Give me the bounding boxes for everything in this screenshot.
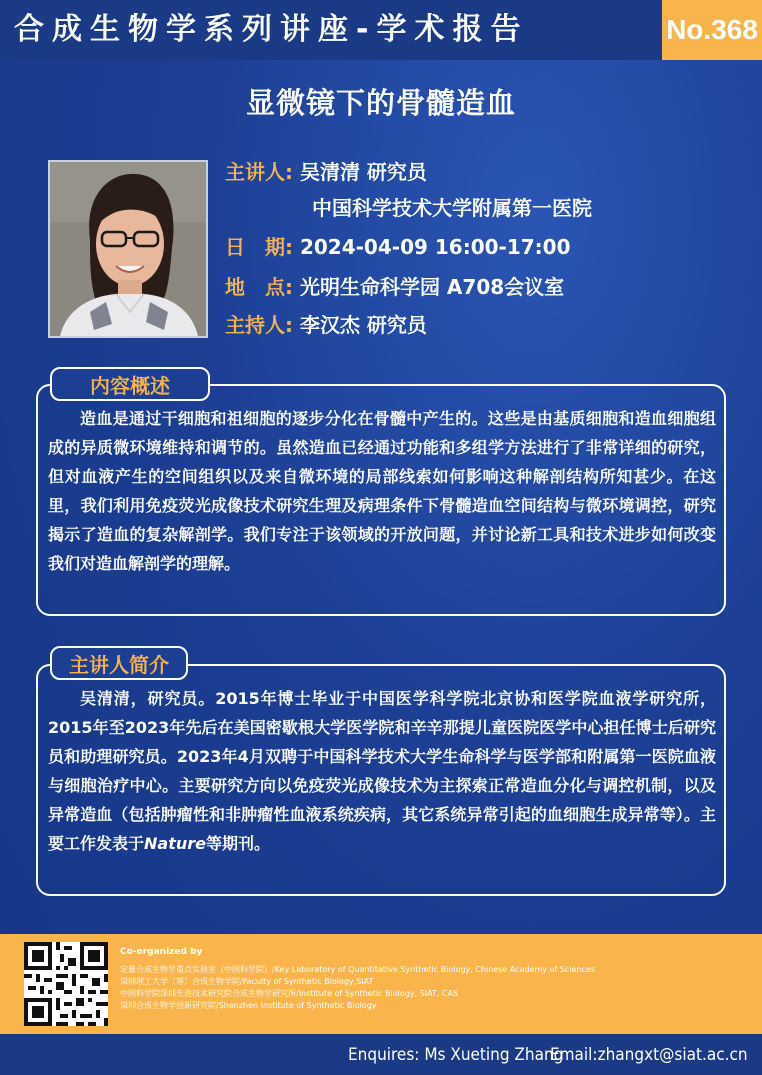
organizer-item: 定量合成生物学重点实验室（中国科学院）/Key Laboratory of Quantitative Synthetic Biology, Chinese Academy of Sciences xyxy=(120,965,595,974)
co-organizers-title: Co-organized by xyxy=(120,947,203,957)
speaker-name: 吴清清 研究员 xyxy=(299,160,427,184)
talk-title: 显微镜下的骨髓造血 xyxy=(245,86,516,120)
bio-text-tail: 等期刊。 xyxy=(205,834,270,853)
enquiries-contact: Enquires: Ms Xueting Zhang xyxy=(348,1045,564,1065)
date-row xyxy=(225,230,571,264)
qr-code[interactable] xyxy=(24,942,108,1026)
date-label: 日 期: xyxy=(225,235,293,259)
abstract-heading: 内容概述 xyxy=(50,367,210,401)
header-bar xyxy=(0,0,762,60)
abstract-text: 造血是通过干细胞和祖细胞的逐步分化在骨髓中产生的。这些是由基质细胞和造血细胞组成的异质微环境维持和调节的。虽然造血已经通过功能和多组学方法进行了非常详细的研究，但对血液产生的空间组织以及来自微环境的局部线索如何影响这种解剖结构所知甚少。在这里，我们利用免疫荧光成像技术研究生理及病理条件下骨髓造血空间结构与微环境调控，研究揭示了造血的复杂解剖学。我们专注于该领域的开放问题，并讨论新工具和技术进步如何改变我们对造血解剖学的理解。 xyxy=(48,409,716,573)
speaker-affiliation: 中国科学技术大学附属第一医院 xyxy=(312,196,592,220)
affiliation-row xyxy=(312,191,592,225)
bio-text xyxy=(48,684,716,858)
co-organizers xyxy=(120,946,750,1012)
date-value: 2024-04-09 16:00-17:00 xyxy=(299,235,571,259)
speaker-label: 主讲人: xyxy=(225,160,293,184)
bio-heading: 主讲人简介 xyxy=(50,646,188,680)
speaker-portrait-image xyxy=(50,162,206,336)
organizer-item: 中国科学院深圳先进技术研究院合成生物学研究所/Institute of Synthetic Biology, SIAT, CAS xyxy=(120,989,459,998)
venue-row xyxy=(225,270,564,304)
speaker-photo xyxy=(48,160,208,338)
bio-text-main: 吴清清，研究员。2015年博士毕业于中国医学科学院北京协和医学院血液学研究所，2015年至2023年先后在美国密歇根大学医学院和辛辛那提儿童医院医学中心担任博士后研究员和助理研究员。2023年4月双聘于中国科学技术大学生命科学与医学部和附属第一医院血液与细胞治疗中心。主要研究方向以免疫荧光成像技术为主探索正常造血分化与调控机制，以及异常造血（包括肿瘤性和非肿瘤性血液系统疾病，其它系统异常引起的血细胞生成异常等）。主要工作发表于 xyxy=(48,689,716,853)
host-label: 主持人: xyxy=(225,313,293,337)
venue-value: 光明生命科学园 A708会议室 xyxy=(299,275,565,299)
organizer-item: 深圳合成生物学创新研究院/Shenzhen Institute of Synthetic Biology xyxy=(120,1001,377,1010)
issue-number-badge: No.368 xyxy=(662,0,762,60)
qr-code-icon xyxy=(24,942,108,1026)
bio-journal: Nature xyxy=(144,834,206,853)
speaker-row xyxy=(225,155,427,189)
series-title: 合成生物学系列讲座-学术报告 xyxy=(14,12,529,47)
venue-label: 地 点: xyxy=(225,275,293,299)
host-value: 李汉杰 研究员 xyxy=(299,313,427,337)
organizer-item: 深圳理工大学（筹）合成生物学院/Faculty of Synthetic Biology,SIAT xyxy=(120,977,374,986)
host-row xyxy=(225,308,427,342)
enquiries-email[interactable]: Email:zhangxt@siat.ac.cn xyxy=(550,1045,748,1065)
